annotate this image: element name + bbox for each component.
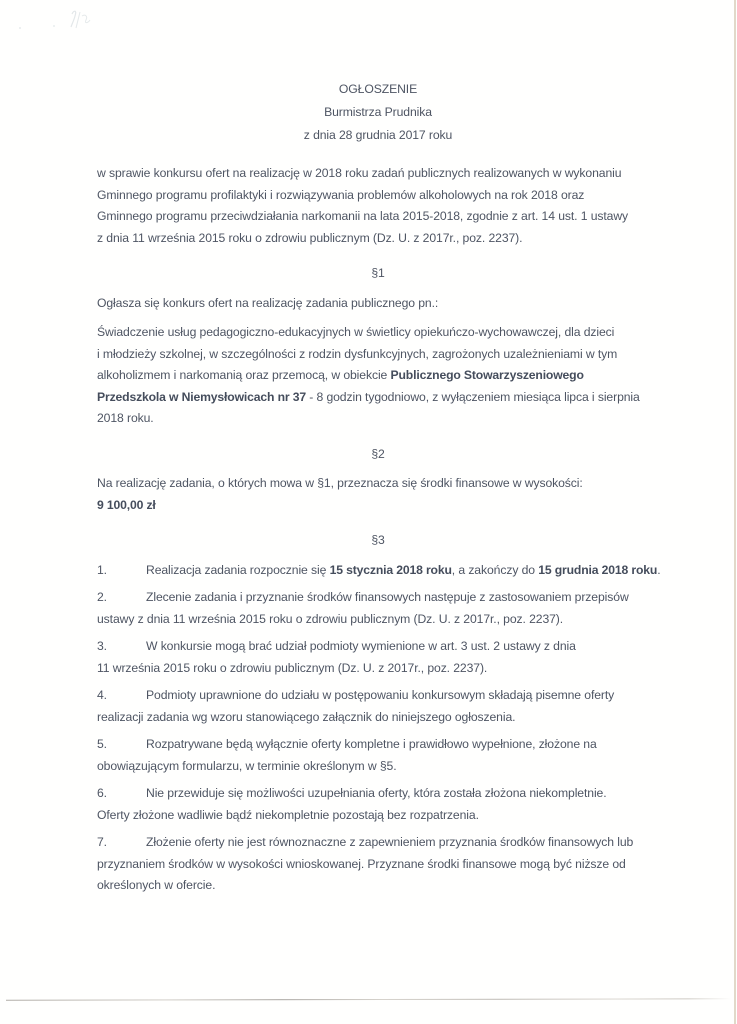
text-run: 11 września 2015 roku o zdrowiu publicznym (Dz. U. z 2017r., poz. 2237). [97, 660, 488, 675]
text-line [97, 875, 659, 897]
text-line [97, 756, 659, 778]
text-line [97, 293, 659, 315]
item-number: 2. [97, 590, 107, 604]
text-line [97, 805, 659, 827]
text-line [97, 365, 659, 387]
text-run: Na realizację zadania, o których mowa w §1, przeznacza się środki finansowe w wysokości: [97, 476, 583, 490]
text-run: Ogłasza się konkurs ofert na realizację zadania publicznego pn.: [97, 295, 439, 310]
section-3 [97, 530, 659, 897]
text-line [97, 387, 659, 409]
intro-paragraph [97, 163, 659, 249]
text-run: przyznaniem środków w wysokości wnioskowanej. Przyznane środki finansowe mogą być niższe od [97, 856, 626, 871]
pencil-smudge-mark [14, 6, 114, 36]
numbered-item [97, 685, 659, 728]
sections-container [97, 263, 659, 897]
scan-edge-vertical [734, 0, 736, 1024]
text-run: Świadczenie usług pedagogiczno-edukacyjnych w świetlicy opiekuńczo-wychowawczej, dla dzieci [97, 325, 615, 339]
numbered-item [97, 832, 659, 897]
item-number: 7. [97, 835, 107, 849]
section-2 [97, 444, 659, 517]
document [97, 78, 659, 897]
bold-text-run: 15 stycznia 2018 roku [329, 562, 452, 577]
document-header [97, 78, 659, 147]
document-date: z dnia 28 grudnia 2017 roku [303, 128, 453, 142]
numbered-item [97, 734, 659, 777]
text-run: alkoholizmem i narkomanią oraz przemocą, w obiekcie [97, 368, 391, 382]
text-run: i młodzieży szkolnej, w szczególności z rodzin dysfunkcyjnych, zagrożonych uzależnieniami w tym [97, 346, 618, 361]
text-run: realizacji zadania wg wzoru stanowiącego załącznik do niniejszego ogłoszenia. [97, 709, 516, 724]
bold-text-run: 15 grudnia 2018 roku [538, 562, 658, 577]
section-heading: §3 [371, 533, 385, 547]
text-line [97, 609, 659, 631]
paragraph [97, 473, 659, 516]
text-run: z dnia 11 września 2015 roku o zdrowiu publicznym (Dz. U. z 2017r., poz. 2237). [97, 230, 523, 245]
text-run: Nie przewiduje się możliwości uzupełniania oferty, która została złożona niekompletnie. [146, 786, 607, 800]
text-line [97, 473, 659, 495]
text-run: Zlecenie zadania i przyznanie środków finansowych następuje z zastosowaniem przepisów [146, 590, 629, 604]
text-line [97, 185, 659, 207]
text-run: obowiązującym formularzu, w terminie określonym w §5. [97, 758, 397, 773]
document-title: OGŁOSZENIE [338, 82, 418, 96]
text-line [97, 587, 659, 609]
scan-edge-bottom-line [6, 998, 731, 1001]
section-heading: §2 [371, 446, 385, 461]
document-issuer: Burmistrza Prudnika [324, 105, 432, 119]
text-run: ustawy z dnia 11 września 2015 roku o zdrowiu publicznym (Dz. U. z 2017r., poz. 2237). [97, 611, 564, 626]
numbered-item [97, 783, 659, 826]
paragraph [97, 322, 659, 430]
text-line [97, 495, 659, 517]
text-line [97, 636, 659, 658]
text-line [97, 228, 659, 250]
numbered-item [97, 587, 659, 630]
text-run: Oferty złożone wadliwie bądź niekompletnie pozostają bez rozpatrzenia. [97, 807, 479, 822]
text-line [97, 658, 659, 680]
text-run: . [657, 562, 661, 577]
text-line [97, 854, 659, 876]
text-run: - 8 godzin tygodniowo, z wyłączeniem miesiąca lipca i sierpnia [305, 389, 640, 404]
text-line [97, 734, 659, 756]
text-run: Gminnego programu profilaktyki i rozwiązywania problemów alkoholowych na rok 2018 oraz [97, 187, 585, 202]
text-run: Rozpatrywane będą wyłącznie oferty kompletne i prawidłowo wypełnione, złożone na [146, 737, 597, 751]
text-line [97, 783, 659, 805]
text-run: w sprawie konkursu ofert na realizację w 2018 roku zadań publicznych realizowanych w wykonaniu [97, 166, 622, 180]
bold-text-run: Przedszkola w Niemysłowicach nr 37 [97, 389, 306, 404]
item-number: 3. [97, 639, 107, 653]
numbered-item [97, 636, 659, 679]
item-number: 4. [97, 688, 107, 702]
bold-text-run: Publicznego Stowarzyszeniowego [390, 368, 584, 382]
text-run: Realizacja zadania rozpocznie się [146, 562, 330, 577]
text-line [97, 707, 659, 729]
text-line [97, 685, 659, 707]
section-1 [97, 263, 659, 430]
numbered-item [97, 560, 659, 582]
text-run: Podmioty uprawnione do udziału w postępowaniu konkursowym składają pisemne oferty [146, 688, 615, 702]
text-run: określonych w ofercie. [97, 878, 216, 892]
section-heading: §1 [371, 266, 385, 280]
text-line [97, 322, 659, 344]
item-number: 1. [97, 562, 107, 577]
text-run: Złożenie oferty nie jest równoznaczne z zapewnieniem przyznania środków finansowych lub [146, 835, 634, 849]
text-line [97, 832, 659, 854]
text-line [97, 163, 659, 185]
text-run: W konkursie mogą brać udział podmioty wymienione w art. 3 ust. 2 ustawy z dnia [146, 639, 576, 653]
text-run: 2018 roku. [97, 411, 154, 425]
item-number: 5. [97, 737, 107, 751]
bold-text-run: 9 100,00 zł [97, 497, 156, 512]
text-run: Gminnego programu przeciwdziałania narkomanii na lata 2015-2018, zgodnie z art. 14 ust. 1 ustawy [97, 209, 629, 223]
text-line [97, 408, 659, 430]
text-line [97, 344, 659, 366]
paragraph [97, 293, 659, 315]
text-line [97, 206, 659, 228]
text-line [97, 560, 659, 582]
item-number: 6. [97, 786, 107, 800]
text-run: , a zakończy do [451, 562, 539, 577]
